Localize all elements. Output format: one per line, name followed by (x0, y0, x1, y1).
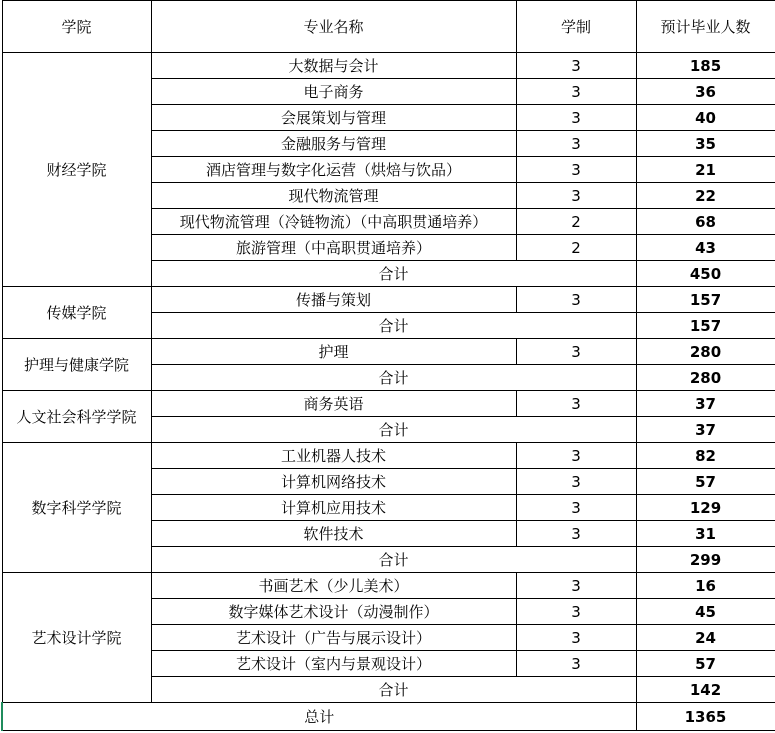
study-years: 3 (516, 521, 636, 547)
header-graduates: 预计毕业人数 (636, 1, 775, 53)
graduates-table (1, 0, 775, 731)
table-row (2, 443, 775, 469)
major-name: 数字媒体艺术设计（动漫制作） (151, 599, 516, 625)
study-years: 3 (516, 443, 636, 469)
graduate-count: 45 (636, 599, 775, 625)
study-years: 3 (516, 53, 636, 79)
table-row (2, 573, 775, 599)
table-row (2, 53, 775, 79)
major-name: 传播与策划 (151, 287, 516, 313)
major-name: 大数据与会计 (151, 53, 516, 79)
graduate-count: 185 (636, 53, 775, 79)
subtotal-value: 299 (636, 547, 775, 573)
graduate-count: 37 (636, 391, 775, 417)
study-years: 3 (516, 131, 636, 157)
major-name: 软件技术 (151, 521, 516, 547)
subtotal-label: 合计 (151, 261, 636, 287)
study-years: 2 (516, 235, 636, 261)
graduate-count: 57 (636, 651, 775, 677)
graduate-count: 24 (636, 625, 775, 651)
college-name: 数字科学学院 (2, 443, 151, 573)
subtotal-label: 合计 (151, 417, 636, 443)
subtotal-value: 450 (636, 261, 775, 287)
graduate-count: 280 (636, 339, 775, 365)
study-years: 3 (516, 79, 636, 105)
major-name: 书画艺术（少儿美术） (151, 573, 516, 599)
table-row (2, 287, 775, 313)
graduate-count: 43 (636, 235, 775, 261)
study-years: 3 (516, 469, 636, 495)
graduate-count: 68 (636, 209, 775, 235)
major-name: 酒店管理与数字化运营（烘焙与饮品） (151, 157, 516, 183)
major-name: 现代物流管理（冷链物流）（中高职贯通培养） (151, 209, 516, 235)
college-name: 传媒学院 (2, 287, 151, 339)
college-name: 艺术设计学院 (2, 573, 151, 703)
study-years: 3 (516, 339, 636, 365)
major-name: 金融服务与管理 (151, 131, 516, 157)
subtotal-label: 合计 (151, 677, 636, 703)
header-years: 学制 (516, 1, 636, 53)
major-name: 艺术设计（室内与景观设计） (151, 651, 516, 677)
table-body (2, 53, 775, 731)
header-major: 专业名称 (151, 1, 516, 53)
major-name: 会展策划与管理 (151, 105, 516, 131)
major-name: 电子商务 (151, 79, 516, 105)
graduate-count: 22 (636, 183, 775, 209)
subtotal-value: 280 (636, 365, 775, 391)
major-name: 旅游管理（中高职贯通培养） (151, 235, 516, 261)
major-name: 商务英语 (151, 391, 516, 417)
graduate-count: 82 (636, 443, 775, 469)
major-name: 工业机器人技术 (151, 443, 516, 469)
college-name: 护理与健康学院 (2, 339, 151, 391)
study-years: 3 (516, 287, 636, 313)
major-name: 艺术设计（广告与展示设计） (151, 625, 516, 651)
study-years: 3 (516, 495, 636, 521)
subtotal-value: 142 (636, 677, 775, 703)
graduate-count: 36 (636, 79, 775, 105)
graduate-count: 57 (636, 469, 775, 495)
study-years: 3 (516, 105, 636, 131)
major-name: 计算机应用技术 (151, 495, 516, 521)
study-years: 3 (516, 573, 636, 599)
subtotal-value: 37 (636, 417, 775, 443)
study-years: 3 (516, 391, 636, 417)
grand-total-row (2, 703, 775, 731)
grand-total-label: 总计 (2, 703, 636, 731)
table-row (2, 339, 775, 365)
graduate-count: 157 (636, 287, 775, 313)
college-name: 人文社会科学学院 (2, 391, 151, 443)
study-years: 3 (516, 625, 636, 651)
college-name: 财经学院 (2, 53, 151, 287)
study-years: 3 (516, 599, 636, 625)
study-years: 3 (516, 157, 636, 183)
graduate-count: 35 (636, 131, 775, 157)
graduate-count: 129 (636, 495, 775, 521)
major-name: 护理 (151, 339, 516, 365)
study-years: 2 (516, 209, 636, 235)
subtotal-label: 合计 (151, 313, 636, 339)
graduate-count: 21 (636, 157, 775, 183)
major-name: 现代物流管理 (151, 183, 516, 209)
major-name: 计算机网络技术 (151, 469, 516, 495)
header-row (2, 1, 775, 53)
grand-total-value: 1365 (636, 703, 775, 731)
subtotal-label: 合计 (151, 547, 636, 573)
study-years: 3 (516, 183, 636, 209)
graduate-count: 40 (636, 105, 775, 131)
header-college: 学院 (2, 1, 151, 53)
graduate-count: 31 (636, 521, 775, 547)
study-years: 3 (516, 651, 636, 677)
subtotal-value: 157 (636, 313, 775, 339)
subtotal-label: 合计 (151, 365, 636, 391)
graduate-count: 16 (636, 573, 775, 599)
table-row (2, 391, 775, 417)
